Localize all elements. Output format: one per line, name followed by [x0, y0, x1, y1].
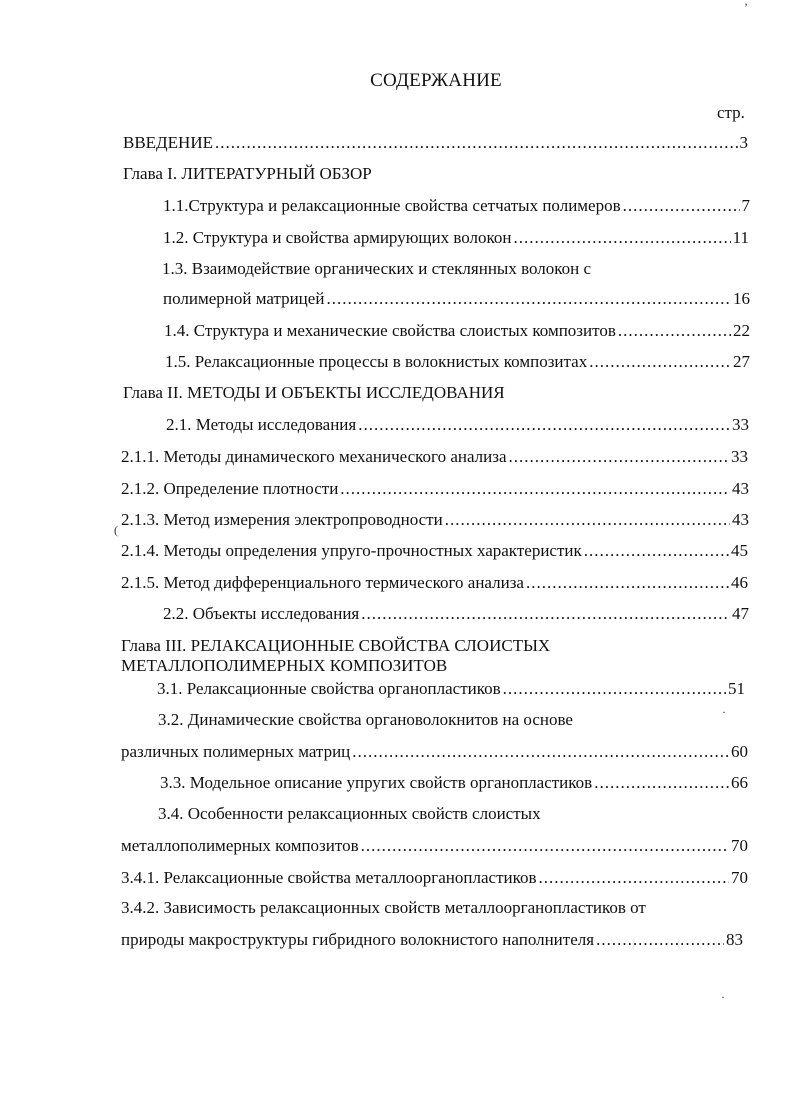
toc-entry-page: 33 [732, 415, 749, 434]
scan-speck: · [722, 705, 726, 719]
toc-entry[interactable] [123, 133, 748, 153]
toc-entry-text: 2.1.3. Метод измерения электропроводности [121, 510, 443, 529]
toc-leader-dots [361, 604, 730, 624]
toc-entry-page: 33 [731, 447, 748, 466]
toc-entry-text: 3.3. Модельное описание упругих свойств органопластиков [160, 773, 593, 792]
toc-entry-page: 16 [733, 289, 750, 308]
toc-entry-page: 3 [739, 133, 748, 152]
toc-entry-text: ВВЕДЕНИЕ [123, 133, 213, 152]
toc-entry-text[interactable]: 3.4.2. Зависимость релаксационных свойств металлоорганопластиков от [121, 898, 646, 917]
toc-leader-dots [539, 868, 729, 888]
toc-entry[interactable] [163, 196, 750, 216]
chapter-heading[interactable]: Глава II. МЕТОДЫ И ОБЪЕКТЫ ИССЛЕДОВАНИЯ [123, 383, 505, 402]
toc-leader-dots [352, 742, 729, 762]
toc-entry-text: 2.1.2. Определение плотности [121, 479, 339, 498]
toc-entry-page: 83 [726, 930, 743, 949]
toc-leader-dots [596, 930, 724, 950]
toc-entry-page: 43 [732, 479, 749, 498]
toc-entry-page: 46 [731, 573, 748, 592]
toc-entry-text[interactable]: 3.4. Особенности релаксационных свойств слоистых [158, 804, 541, 823]
toc-entry[interactable] [121, 868, 748, 888]
toc-entry[interactable] [163, 289, 750, 309]
toc-entry-page: 7 [741, 196, 750, 215]
toc-entry-page: 43 [732, 510, 749, 529]
toc-entry-text[interactable]: 1.3. Взаимодействие органических и стеклянных волокон с [162, 259, 592, 278]
scan-speck: ( [114, 523, 118, 537]
toc-entry-text: полимерной матрицей [163, 289, 325, 308]
toc-entry-text: 1.2. Структура и свойства армирующих волокон [163, 228, 512, 247]
toc-leader-dots [623, 196, 740, 216]
toc-leader-dots [509, 447, 729, 467]
toc-entry-page: 51 [728, 679, 745, 698]
toc-leader-dots [589, 352, 731, 372]
toc-entry-page: 70 [731, 868, 748, 887]
toc-leader-dots [514, 228, 731, 248]
toc-entry-text: 2.2. Объекты исследования [163, 604, 360, 623]
toc-entry[interactable] [160, 773, 748, 793]
page-title: СОДЕРЖАНИЕ [370, 70, 502, 91]
toc-leader-dots [215, 133, 738, 153]
toc-entry-page: 27 [733, 352, 750, 371]
toc-entry-page: 70 [731, 836, 748, 855]
toc-entry[interactable] [121, 836, 748, 856]
toc-entry-text: 1.1.Структура и релаксационные свойства сетчатых полимеров [163, 196, 621, 215]
toc-leader-dots [361, 836, 729, 856]
toc-entry-text: 2.1.1. Методы динамического механического анализа [121, 447, 507, 466]
toc-entry-text: 2.1.5. Метод дифференциального термического анализа [121, 573, 524, 592]
toc-leader-dots [358, 415, 730, 435]
chapter-heading[interactable]: Глава I. ЛИТЕРАТУРНЫЙ ОБЗОР [123, 164, 372, 183]
toc-entry-text: различных полимерных матриц [121, 742, 351, 761]
toc-entry[interactable] [121, 573, 748, 593]
toc-entry-text: 2.1. Методы исследования [166, 415, 357, 434]
toc-leader-dots [445, 510, 730, 530]
toc-entry[interactable] [121, 541, 748, 561]
toc-entry[interactable] [121, 930, 743, 950]
toc-entry-text: металлополимерных композитов [121, 836, 359, 855]
toc-entry-page: 45 [731, 541, 748, 560]
toc-entry[interactable] [165, 352, 750, 372]
toc-entry-page: 60 [731, 742, 748, 761]
toc-entry[interactable] [121, 447, 748, 467]
toc-entry[interactable] [163, 604, 749, 624]
toc-leader-dots [326, 289, 731, 309]
toc-entry-text: природы макроструктуры гибридного волокнистого наполнителя [121, 930, 595, 949]
toc-entry[interactable] [166, 415, 749, 435]
toc-entry-text: 2.1.4. Методы определения упруго-прочностных характеристик [121, 541, 582, 560]
toc-entry-page: 66 [731, 773, 748, 792]
toc-entry-text: 3.4.1. Релаксационные свойства металлоорганопластиков [121, 868, 537, 887]
chapter-heading-continued[interactable]: МЕТАЛЛОПОЛИМЕРНЫХ КОМПОЗИТОВ [121, 656, 448, 675]
toc-leader-dots [584, 541, 729, 561]
toc-entry[interactable] [163, 228, 749, 248]
toc-entry[interactable] [164, 321, 750, 341]
toc-entry[interactable] [121, 510, 749, 530]
scan-speck: ’ [744, 0, 748, 14]
toc-leader-dots [526, 573, 729, 593]
toc-leader-dots [503, 679, 726, 699]
page-column-label: стр. [717, 103, 745, 122]
toc-entry-text: 1.4. Структура и механические свойства слоистых композитов [164, 321, 616, 340]
toc-entry-text: 3.1. Релаксационные свойства органопластиков [157, 679, 501, 698]
toc-entry-text: 1.5. Релаксационные процессы в волокнистых композитах [165, 352, 588, 371]
toc-entry-page: 47 [732, 604, 749, 623]
toc-entry-page: 11 [732, 228, 749, 247]
scan-speck: · [721, 990, 725, 1004]
toc-entry[interactable] [121, 742, 748, 762]
toc-entry-text[interactable]: 3.2. Динамические свойства органоволокнитов на основе [158, 710, 573, 729]
toc-leader-dots [594, 773, 729, 793]
toc-entry[interactable] [121, 479, 749, 499]
chapter-heading[interactable]: Глава III. РЕЛАКСАЦИОННЫЕ СВОЙСТВА СЛОИСТЫХ [121, 636, 551, 655]
toc-entry[interactable] [157, 679, 745, 699]
toc-leader-dots [618, 321, 731, 341]
toc-leader-dots [340, 479, 730, 499]
toc-entry-page: 22 [733, 321, 750, 340]
